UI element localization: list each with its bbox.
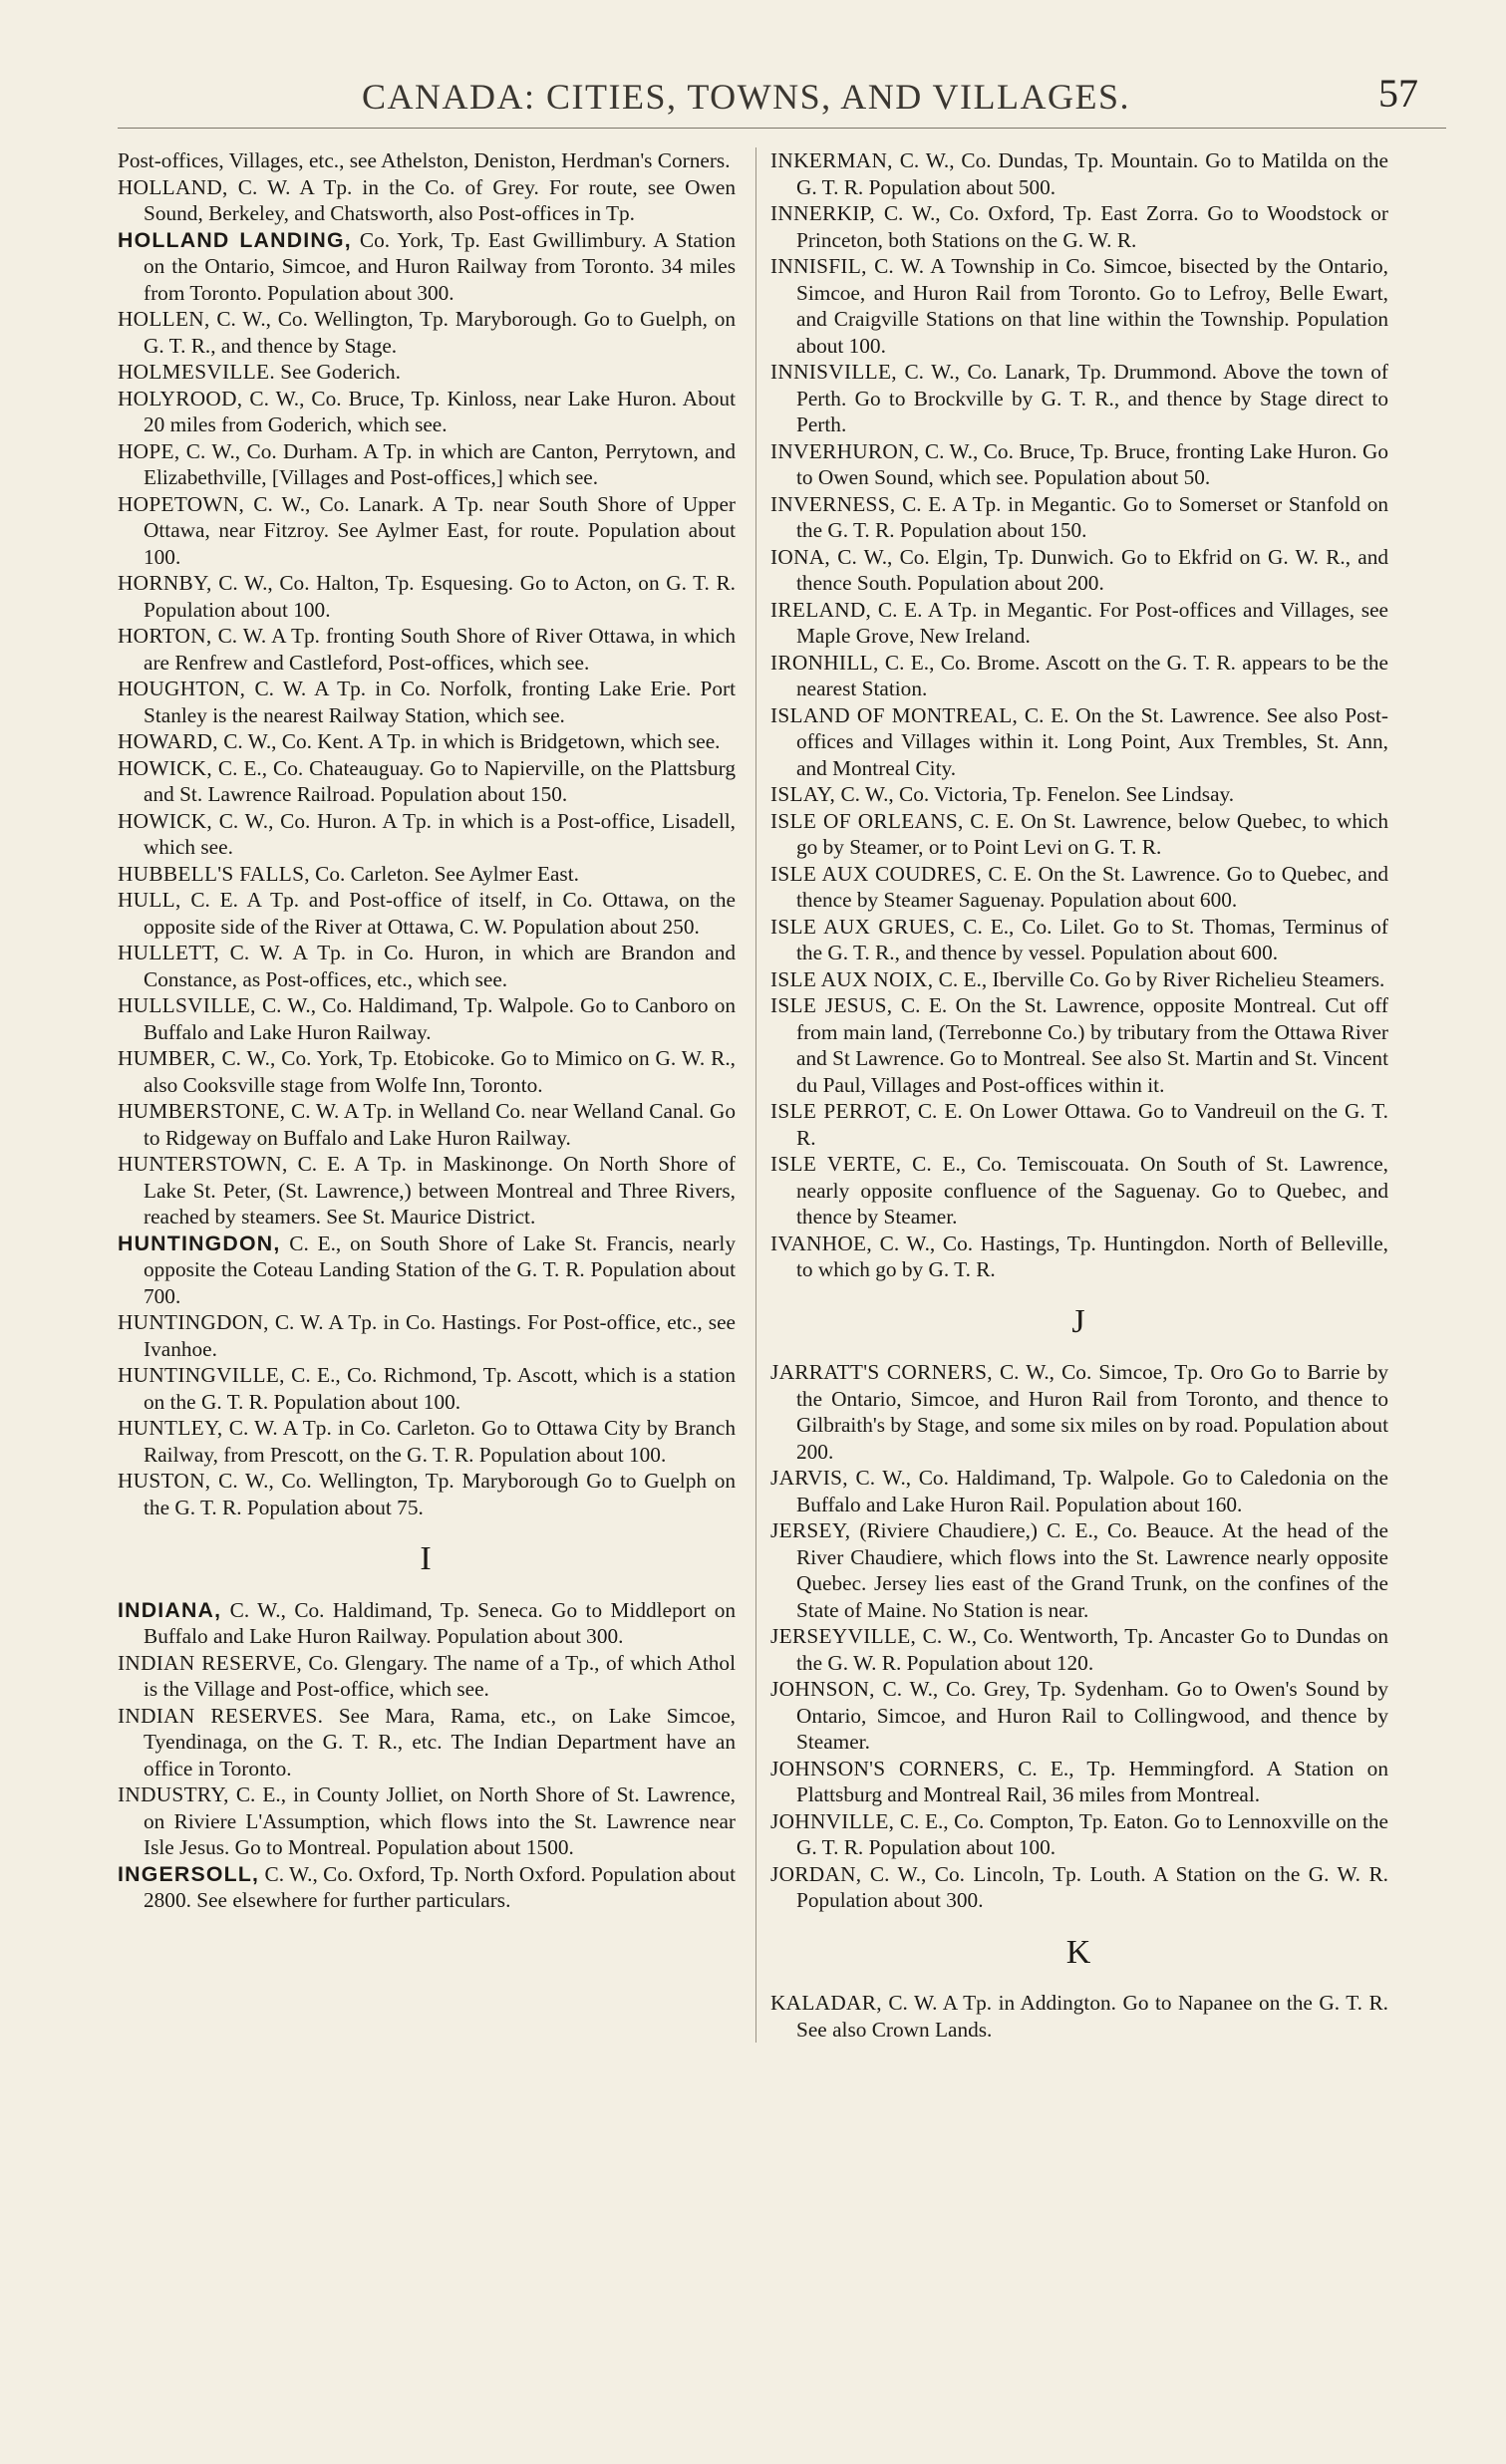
entry-text: C. E., Co. Compton, Tp. Eaton. Go to Lennoxville on the G. T. R. Population about 100.: [796, 1808, 1388, 1859]
entry-headword: ISLE OF ORLEANS,: [770, 808, 964, 833]
gazetteer-entry: [770, 650, 1388, 702]
gazetteer-entry: [770, 1517, 1388, 1623]
gazetteer-entry: [118, 755, 736, 808]
entry-text: C. W., Co. Lincoln, Tp. Louth. A Station on the G. W. R. Population about 300.: [796, 1861, 1388, 1912]
entry-text: C. E., on South Shore of Lake St. Francis, nearly opposite the Coteau Landing Station of the G. T. R. Population about 700.: [144, 1231, 736, 1308]
entry-text: C. W., Co. Haldimand, Tp. Walpole. Go to Caledonia on the Buffalo and Lake Huron Rail. Population about 160.: [796, 1466, 1388, 1516]
entry-text: See Goderich.: [274, 360, 401, 384]
gazetteer-entry: [770, 359, 1388, 438]
gazetteer-entry: [770, 1623, 1388, 1676]
section-letter-j: J: [1071, 1302, 1087, 1340]
entry-text: C. W. A Tp. in Co. Huron, in which are Brandon and Constance, as Post-offices, etc., which see.: [144, 941, 736, 991]
entry-headword: HOPETOWN,: [118, 491, 245, 516]
gazetteer-entry: [118, 1781, 736, 1861]
entry-text: C. W., Co. Wentworth, Tp. Ancaster Go to Dundas on the G. W. R. Population about 120.: [796, 1624, 1388, 1675]
entry-headword: HULLETT,: [118, 941, 219, 964]
entry-text: C. W. A Tp. fronting South Shore of River Ottawa, in which are Renfrew and Castleford, Post-offices, which see.: [144, 624, 736, 675]
entry-text: C. E., Co. Richmond, Tp. Ascott, which is a station on the G. T. R. Population about 100.: [144, 1363, 736, 1414]
entry-headword: JERSEYVILLE,: [770, 1624, 917, 1648]
entry-headword: ISLE PERROT,: [770, 1099, 911, 1123]
gazetteer-entry: [118, 1650, 736, 1703]
entry-text: C. E., in County Jolliet, on North Shore of St. Lawrence, on Riviere L'Assumption, which flows into the St. Lawrence near Isle Jesus. Go to Montreal. Population about 1500.: [144, 1782, 736, 1859]
entry-headword: INNISVILLE,: [770, 360, 897, 384]
entry-text: C. E., Co. Brome. Ascott on the G. T. R. appears to be the nearest Station.: [796, 650, 1388, 700]
entry-text: C. E. A Tp. and Post-office of itself, in Co. Ottawa, on the opposite side of the River at Ottawa, C. W. Population about 250.: [144, 888, 736, 939]
entry-headword: HULLSVILLE,: [118, 993, 256, 1017]
entry-headword: INDIAN RESERVES.: [118, 1703, 324, 1728]
right-entries: [770, 147, 1388, 1283]
gazetteer-entry: [770, 1098, 1388, 1151]
right-column: [755, 147, 1388, 2043]
gazetteer-entry: [770, 992, 1388, 1098]
entry-text: C. W., Co. York, Tp. Etobicoke. Go to Mimico on G. W. R., also Cooksville stage from Wolfe Inn, Toronto.: [144, 1046, 736, 1097]
entry-headword: INDUSTRY,: [118, 1782, 229, 1806]
gazetteer-entry: [118, 174, 736, 227]
entry-text: C. E. On the St. Lawrence. See also Post-offices and Villages within it. Long Point, Aux Trembles, St. Ann, and Montreal City.: [796, 702, 1388, 780]
entry-headword: JARVIS,: [770, 1466, 848, 1490]
entry-text: (Riviere Chaudiere,) C. E., Co. Beauce. At the head of the River Chaudiere, which flows into the St. Lawrence nearly opposite Quebec. Jersey lies east of the Grand Trunk, on the confines of the State of Maine. No Station is near.: [796, 1518, 1388, 1622]
gazetteer-entry: [770, 1676, 1388, 1756]
gazetteer-entry: [118, 1362, 736, 1415]
gazetteer-entry: [770, 597, 1388, 650]
gazetteer-entry: [770, 1861, 1388, 1914]
entry-headword: ISLE VERTE,: [770, 1152, 902, 1176]
gazetteer-entry: [118, 623, 736, 676]
gazetteer-entry: [770, 1756, 1388, 1808]
entry-headword: HOLLAND LANDING,: [118, 227, 352, 252]
entry-text: C. W. A Tp. in Welland Co. near Welland Canal. Go to Ridgeway on Buffalo and Lake Huron Railway.: [144, 1099, 736, 1150]
running-head: [118, 70, 1446, 132]
entry-text: Post-offices, Villages, etc., see Athelston, Deniston, Herdman's Corners.: [118, 148, 731, 172]
entry-headword: ISLE AUX NOIX,: [770, 966, 934, 991]
entry-text: C. E. A Tp. in Megantic. Go to Somerset or Stanfold on the G. T. R. Population about 150.: [796, 491, 1388, 542]
page-number: 57: [1378, 71, 1418, 116]
entry-text: C. E., Co. Lilet. Go to St. Thomas, Terminus of the G. T. R., and thence by vessel. Population about 600.: [796, 914, 1388, 964]
entry-headword: HUNTINGVILLE,: [118, 1363, 285, 1387]
entry-headword: HOLMESVILLE.: [118, 360, 275, 384]
entry-text: C. E. On the St. Lawrence. Go to Quebec, and thence by Steamer Saguenay. Population about 600.: [796, 861, 1389, 912]
entry-headword: INVERHURON,: [770, 438, 920, 463]
i-entries: [118, 1597, 736, 1914]
entry-text: C. W., Co. Lanark, Tp. Drummond. Above the town of Perth. Go to Brockville by G. T. R., and thence by Stage direct to Perth.: [796, 360, 1388, 436]
entry-headword: IONA,: [770, 544, 831, 569]
entry-headword: IRONHILL,: [770, 650, 879, 675]
entry-headword: HUNTINGDON,: [118, 1231, 281, 1255]
gazetteer-entry: [118, 1597, 736, 1650]
k-entries: [770, 1990, 1388, 2043]
entry-headword: ISLAY,: [770, 782, 836, 806]
left-column: [118, 147, 736, 2043]
gazetteer-entry: [118, 438, 736, 491]
entry-text: C. W. A Tp. in the Co. of Grey. For route, see Owen Sound, Berkeley, and Chatsworth, also Post-offices in Tp.: [144, 174, 736, 225]
gazetteer-entry: [118, 728, 736, 755]
entry-headword: JORDAN,: [770, 1861, 862, 1886]
gazetteer-entry: [118, 1231, 736, 1310]
entry-text: C. W., Co. Huron. A Tp. in which is a Post-office, Lisadell, which see.: [144, 808, 736, 859]
gazetteer-entry: [118, 992, 736, 1045]
entry-text: C. W. A Tp. in Co. Carleton. Go to Ottawa City by Branch Railway, from Prescott, on the G. T. R. Population about 100.: [144, 1416, 736, 1467]
entry-headword: HORTON,: [118, 624, 212, 648]
section-letter-i: I: [420, 1540, 434, 1577]
entry-headword: HUMBER,: [118, 1046, 216, 1070]
entry-headword: ISLE AUX COUDRES,: [770, 861, 983, 886]
entry-text: C. E. A Tp. in Megantic. For Post-offices and Villages, see Maple Grove, New Ireland.: [796, 597, 1388, 648]
entry-headword: HORNBY,: [118, 571, 212, 595]
gazetteer-entry: [118, 1468, 736, 1520]
gazetteer-entry: [770, 491, 1388, 544]
gazetteer-entry: [118, 887, 736, 940]
gazetteer-entry: [118, 227, 736, 307]
entry-headword: ISLAND OF MONTREAL,: [770, 702, 1019, 727]
gazetteer-entry: [118, 1098, 736, 1151]
entry-headword: IVANHOE,: [770, 1231, 872, 1255]
entry-text: C. W., Co. Durham. A Tp. in which are Canton, Perrytown, and Elizabethville, [Villages and Post-offices,] which see.: [144, 438, 736, 489]
gazetteer-entry: [118, 1309, 736, 1362]
gazetteer-entry: [770, 1151, 1388, 1231]
entry-headword: INDIANA,: [118, 1597, 222, 1622]
entry-headword: INDIAN RESERVE,: [118, 1650, 302, 1675]
entry-headword: ISLE AUX GRUES,: [770, 914, 956, 939]
columns: [118, 147, 1446, 2043]
gazetteer-entry: [118, 359, 736, 386]
entry-headword: JOHNSON,: [770, 1677, 875, 1701]
entry-text: C. W. A Tp. in Co. Norfolk, fronting Lake Erie. Port Stanley is the nearest Railway Station, which see.: [144, 677, 736, 727]
gazetteer-entry: [770, 1231, 1388, 1283]
entry-headword: HOLLEN,: [118, 307, 210, 331]
entry-text: C. E., Co. Temiscouata. On South of St. Lawrence, nearly opposite confluence of the Saguenay. Go to Quebec, and thence by Steamer.: [796, 1152, 1388, 1229]
entry-text: C. W., Co. Haldimand, Tp. Walpole. Go to Canboro on Buffalo and Lake Huron Railway.: [144, 993, 736, 1044]
entry-text: C. W., Co. Simcoe, Tp. Oro Go to Barrie by the Ontario, Simcoe, and Huron Rail from Toronto, and thence to Gilbraith's by Stage, and some six miles on by road. Population about 200.: [796, 1360, 1388, 1464]
header-rule: [118, 128, 1446, 129]
running-title: CANADA: CITIES, TOWNS, AND VILLAGES.: [362, 77, 1131, 117]
entry-headword: HOPE,: [118, 438, 180, 463]
entry-headword: JOHNSON'S CORNERS,: [770, 1756, 1005, 1780]
gazetteer-entry: [770, 966, 1388, 993]
gazetteer-entry: [770, 861, 1388, 914]
gazetteer-entry: [770, 1990, 1388, 2043]
entry-text: C. W., Co. Wellington, Tp. Maryborough. Go to Guelph, on G. T. R., and thence by Stage.: [144, 307, 736, 358]
entry-headword: INNERKIP,: [770, 201, 876, 225]
entry-headword: JARRATT'S CORNERS,: [770, 1360, 993, 1384]
entry-headword: HOWICK,: [118, 808, 212, 833]
entry-text: C. E. A Tp. in Maskinonge. On North Shore of Lake St. Peter, (St. Lawrence,) between Montreal and Three Rivers, reached by steamers. See St. Maurice District.: [144, 1152, 736, 1229]
gazetteer-entry: [118, 1045, 736, 1098]
left-entries: [118, 147, 736, 1520]
entry-text: C. W., Co. Wellington, Tp. Maryborough Go to Guelph on the G. T. R. Population about 75.: [144, 1469, 736, 1519]
gazetteer-entry: [770, 200, 1388, 253]
j-entries: [770, 1359, 1388, 1914]
entry-text: Co. York, Tp. East Gwillimbury. A Station on the Ontario, Simcoe, and Huron Railway from Toronto. 34 miles from Toronto. Population about 300.: [144, 227, 736, 305]
entry-text: C. W., Co. Oxford, Tp. North Oxford. Population about 2800. See elsewhere for further particulars.: [144, 1861, 736, 1912]
entry-text: C. W., Co. Hastings, Tp. Huntingdon. North of Belleville, to which go by G. T. R.: [796, 1231, 1388, 1281]
entry-headword: IRELAND,: [770, 597, 872, 622]
entry-headword: ISLE JESUS,: [770, 993, 893, 1017]
gazetteer-entry: [118, 306, 736, 359]
gazetteer-entry: [770, 438, 1388, 491]
gazetteer-entry: [770, 1808, 1388, 1861]
entry-headword: HUMBERSTONE,: [118, 1099, 286, 1123]
gazetteer-entry: [118, 147, 736, 174]
entry-headword: INGERSOLL,: [118, 1861, 260, 1886]
entry-text: C. W. A Township in Co. Simcoe, bisected by the Ontario, Simcoe, and Huron Rail from Toronto. Go to Lefroy, Belle Ewart, and Craigville Stations on that line within the Township. Population about 100.: [796, 254, 1388, 358]
gazetteer-entry: [770, 1359, 1388, 1465]
entry-text: C. E. On the St. Lawrence, opposite Montreal. Cut off from main land, (Terrebonne Co.) by tributary from the Ottawa River and St Lawrence. Go to Montreal. See also St. Martin and St. Vincent du Paul, Villages and Post-offices within it.: [796, 993, 1388, 1097]
entry-headword: HUBBELL'S FALLS,: [118, 861, 310, 886]
entry-text: C. E., Tp. Hemmingford. A Station on Plattsburg and Montreal Rail, 36 miles from Montreal.: [796, 1756, 1388, 1806]
entry-text: C. W., Co. Bruce, Tp. Kinloss, near Lake Huron. About 20 miles from Goderich, which see.: [144, 386, 736, 436]
gazetteer-entry: [118, 676, 736, 728]
entry-text: C. W., Co. Bruce, Tp. Bruce, fronting Lake Huron. Go to Owen Sound, which see. Population about 50.: [796, 438, 1388, 489]
entry-text: C. W., Co. Elgin, Tp. Dunwich. Go to Ekfrid on G. W. R., and thence South. Population about 200.: [796, 544, 1388, 595]
entry-headword: HOWARD,: [118, 729, 218, 753]
gazetteer-entry: [118, 1703, 736, 1782]
gazetteer-entry: [118, 940, 736, 992]
gazetteer-entry: [118, 1151, 736, 1231]
gazetteer-entry: [118, 386, 736, 438]
entry-headword: JERSEY,: [770, 1518, 851, 1542]
entry-text: C. W. A Tp. in Addington. Go to Napanee on the G. T. R. See also Crown Lands.: [796, 1991, 1388, 2042]
entry-headword: HUNTERSTOWN,: [118, 1152, 288, 1176]
entry-text: C. W., Co. Kent. A Tp. in which is Bridgetown, which see.: [217, 729, 721, 753]
gazetteer-entry: [770, 781, 1388, 808]
entry-text: C. E., Co. Chateauguay. Go to Napierville, on the Plattsburg and St. Lawrence Railroad. Population about 150.: [144, 755, 736, 806]
gazetteer-entry: [118, 491, 736, 571]
entry-text: C. E., Iberville Co. Go by River Richelieu Steamers.: [933, 966, 1385, 991]
entry-headword: HUSTON,: [118, 1469, 211, 1493]
gazetteer-entry: [770, 808, 1388, 861]
entry-text: See Mara, Rama, etc., on Lake Simcoe, Tyendinaga, on the G. T. R., etc. The Indian Department have an office in Toronto.: [144, 1703, 737, 1780]
entry-headword: JOHNVILLE,: [770, 1808, 895, 1833]
entry-text: C. W., Co. Dundas, Tp. Mountain. Go to Matilda on the G. T. R. Population about 500.: [796, 148, 1388, 199]
entry-text: C. E. On St. Lawrence, below Quebec, to which go by Steamer, or to Point Levi on G. T. R.: [796, 808, 1388, 859]
gazetteer-entry: [118, 1415, 736, 1468]
gazetteer-entry: [770, 914, 1388, 966]
entry-text: Co. Carleton. See Aylmer East.: [309, 861, 579, 886]
gazetteer-entry: [770, 544, 1388, 597]
entry-text: C. W. A Tp. in Co. Hastings. For Post-office, etc., see Ivanhoe.: [144, 1310, 736, 1361]
entry-text: C. W., Co. Haldimand, Tp. Seneca. Go to Middleport on Buffalo and Lake Huron Railway. Population about 300.: [144, 1597, 736, 1648]
gazetteer-entry: [118, 570, 736, 623]
entry-text: C. W., Co. Halton, Tp. Esquesing. Go to Acton, on G. T. R. Population about 100.: [144, 571, 736, 622]
gazetteer-entry: [770, 702, 1388, 782]
gazetteer-entry: [118, 861, 736, 888]
entry-headword: HUNTLEY,: [118, 1416, 223, 1440]
gazetteer-entry: [770, 253, 1388, 359]
entry-text: C. E. On Lower Ottawa. Go to Vandreuil on the G. T. R.: [796, 1099, 1388, 1150]
entry-headword: HULL,: [118, 888, 181, 912]
entry-text: C. W., Co. Victoria, Tp. Fenelon. See Lindsay.: [835, 782, 1235, 806]
entry-headword: HOUGHTON,: [118, 677, 246, 700]
entry-text: C. W., Co. Grey, Tp. Sydenham. Go to Owen's Sound by Ontario, Simcoe, and Huron Rail to Collingwood, and thence by Steamer.: [796, 1677, 1388, 1754]
entry-headword: HUNTINGDON,: [118, 1310, 269, 1334]
entry-headword: HOWICK,: [118, 755, 212, 780]
entry-headword: INKERMAN,: [770, 148, 893, 172]
entry-headword: HOLLAND,: [118, 174, 228, 199]
gazetteer-entry: [118, 808, 736, 861]
entry-headword: INVERNESS,: [770, 491, 896, 516]
entry-headword: HOLYROOD,: [118, 386, 243, 411]
entry-headword: INNISFIL,: [770, 254, 867, 278]
gazetteer-entry: [770, 1465, 1388, 1517]
entry-text: C. W., Co. Lanark. A Tp. near South Shore of Upper Ottawa, near Fitzroy. See Aylmer East, for route. Population about 100.: [144, 491, 736, 569]
gazetteer-entry: [770, 147, 1388, 200]
entry-headword: KALADAR,: [770, 1991, 882, 2015]
gazetteer-entry: [118, 1861, 736, 1914]
entry-text: Co. Glengary. The name of a Tp., of which Athol is the Village and Post-office, which see.: [144, 1650, 736, 1701]
entry-text: C. W., Co. Oxford, Tp. East Zorra. Go to Woodstock or Princeton, both Stations on the G. W. R.: [796, 201, 1388, 252]
section-letter-k: K: [1065, 1933, 1093, 1971]
